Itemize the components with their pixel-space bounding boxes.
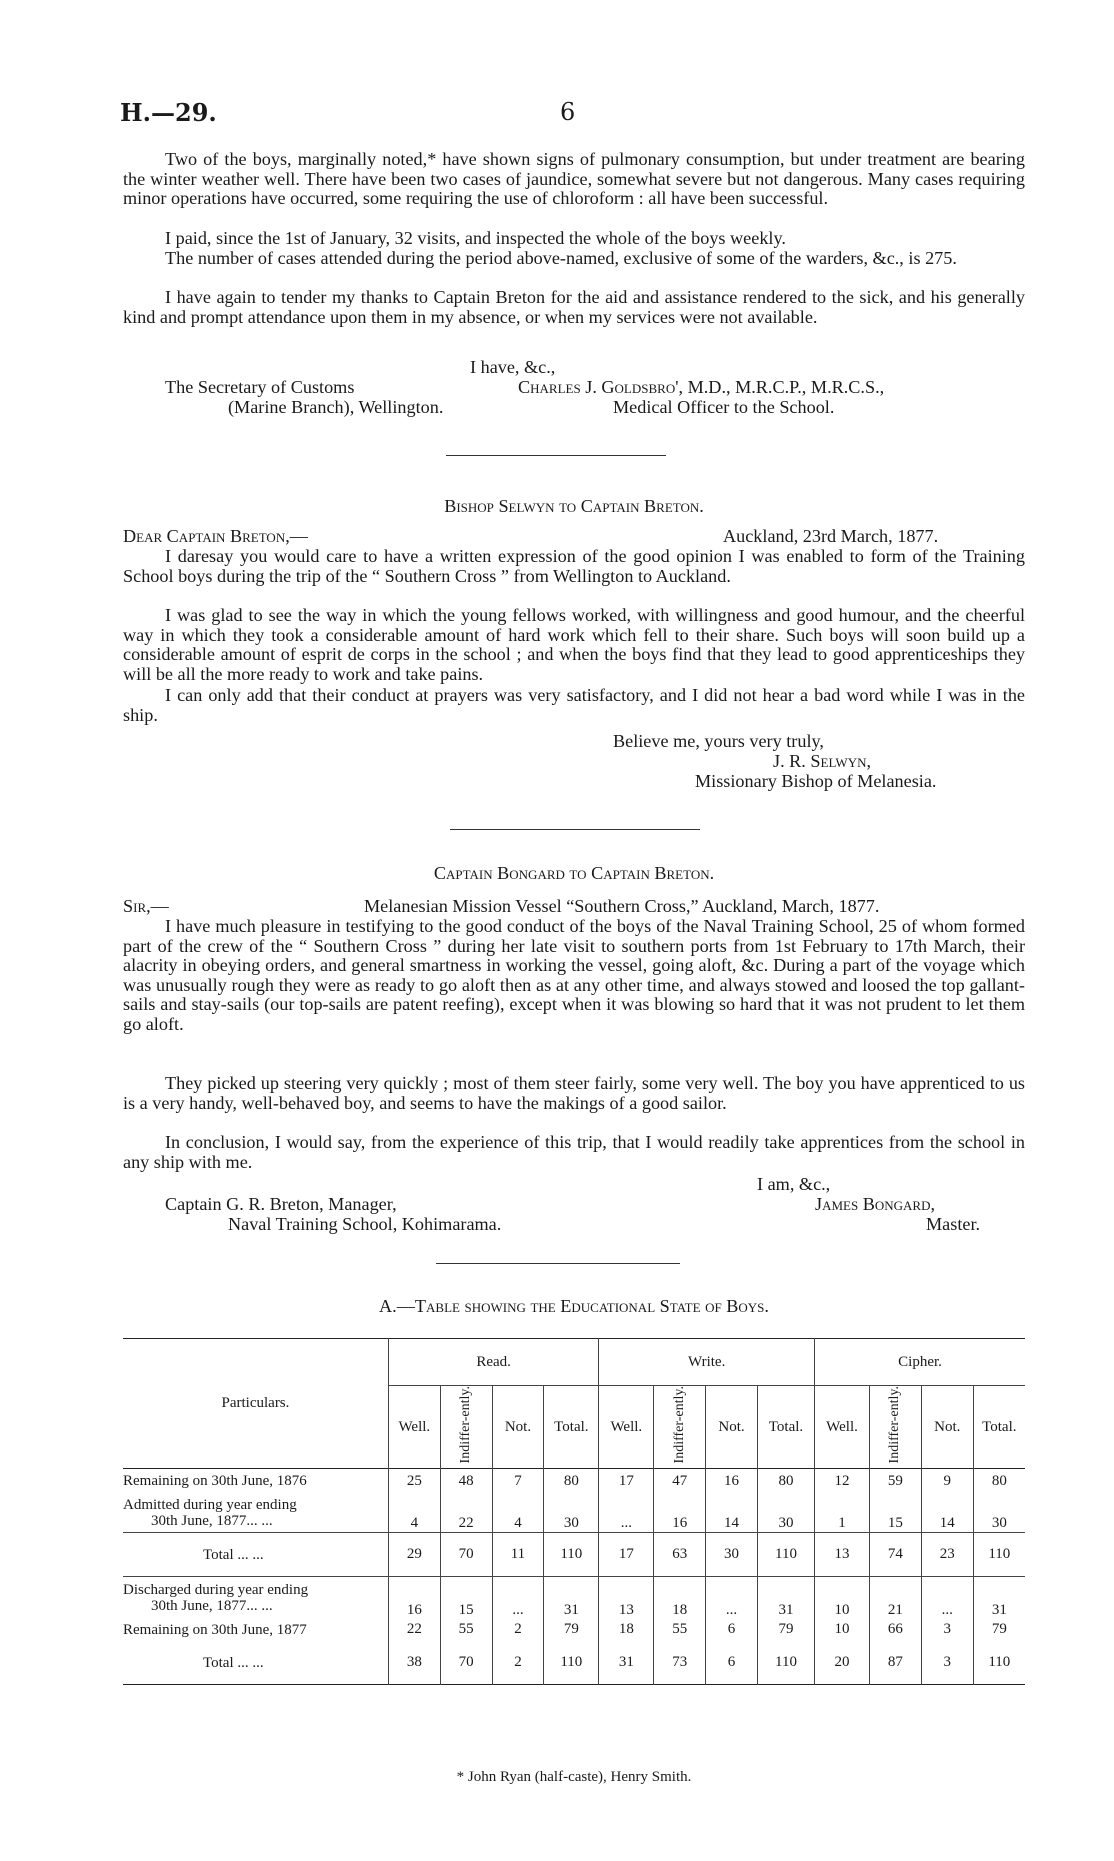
table-cell: 6 <box>706 1619 758 1641</box>
table-cell: 13 <box>815 1533 870 1577</box>
education-table <box>123 1338 1025 1685</box>
subheader-total: Total. <box>982 1418 1017 1435</box>
section-divider <box>436 1263 680 1264</box>
table-cell: 31 <box>991 1601 1007 1618</box>
table-row <box>123 1577 1025 1619</box>
table-cell: 6 <box>706 1641 758 1685</box>
table-cell: 47 <box>654 1469 706 1493</box>
row-label-line: Remaining on 30th June, 1876 <box>123 1473 307 1490</box>
row-label-line: 30th June, 1877... ... <box>151 1512 273 1529</box>
table-row <box>123 1469 1025 1493</box>
subheader-total: Total. <box>757 1386 814 1469</box>
table-cell: 15 <box>440 1577 492 1619</box>
subheader-not: Not. <box>921 1386 973 1469</box>
row-label <box>123 1619 388 1641</box>
table-cell: 79 <box>544 1619 599 1641</box>
row-label <box>123 1641 388 1685</box>
letter3-salutation: Sir,— <box>123 896 169 916</box>
table-cell: 59 <box>870 1469 922 1493</box>
letter2-signer-name: J. R. Selwyn, <box>773 751 872 771</box>
table-cell: 16 <box>706 1469 758 1493</box>
table-cell: 4 <box>388 1493 440 1533</box>
table-cell: 80 <box>757 1469 814 1493</box>
letter3-paragraph-1: I have much pleasure in testifying to the good conduct of the boys of the Naval Training School, 25 of whom formed part of the crew of the “ Southern Cross ” during her late visit to southern ports from 1st February to 17th March, their alacrity in obeying orders, and general smartness in working the vessel, going aloft, &c. During a part of the voyage which was unusually rough they were as ready to go aloft then as at any other time, and always stowed and loosed the top gallant-sails and stay-sails (our top-sails are patent reefing), except when it was blowing so hard that it was not prudent to let them go aloft. <box>123 916 1025 1034</box>
table-cell: 48 <box>440 1469 492 1493</box>
footnote: * John Ryan (half-caste), Henry Smith. <box>456 1769 692 1785</box>
letter1-paragraph-2: I paid, since the 1st of January, 32 visits, and inspected the whole of the boys weekly. <box>165 228 786 248</box>
table-cell: ... <box>492 1577 544 1619</box>
table-cell: 31 <box>599 1641 654 1685</box>
table-cell: 4 <box>492 1493 544 1533</box>
table-cell: 14 <box>706 1493 758 1533</box>
letter1-closing: I have, &c., <box>470 357 556 377</box>
subheader-indifferently: Indiffer-ently. <box>440 1386 492 1469</box>
page-number: 6 <box>560 98 576 126</box>
table-cell: 13 <box>599 1577 654 1619</box>
table-cell: 87 <box>870 1641 922 1685</box>
table-cell: 79 <box>991 1621 1007 1638</box>
table-cell: 31 <box>757 1577 814 1619</box>
group-header-read: Read. <box>388 1339 598 1386</box>
table-cell: 3 <box>921 1619 973 1641</box>
row-label-line: Admitted during year ending <box>123 1496 297 1513</box>
letter1-paragraph-1: Two of the boys, marginally noted,* have shown signs of pulmonary consumption, but under treatment are bearing the winter weather well. There have been two cases of jaundice, somewhat severe but not dangerous. Many cases requiring minor operations have occurred, some requiring the use of chloroform : all have been successful. <box>123 149 1025 209</box>
row-label <box>123 1533 388 1577</box>
subheader-not: Not. <box>706 1386 758 1469</box>
letter1-addressee-line-1: The Secretary of Customs <box>165 377 355 397</box>
letter2-salutation: Dear Captain Breton,— <box>123 526 308 546</box>
letter3-paragraph-2: They picked up steering very quickly ; most of them steer fairly, some very well. The boy you have apprenticed to us is a very handy, well-behaved boy, and seems to have the makings of a good sailor. <box>123 1073 1025 1113</box>
table-cell: 20 <box>815 1641 870 1685</box>
letter1-signer-name: Charles J. Goldsbro', M.D., M.R.C.P., M.R.C.S., <box>518 377 885 397</box>
table-cell: 63 <box>654 1533 706 1577</box>
table-cell: 80 <box>544 1469 599 1493</box>
table-cell: 1 <box>815 1493 870 1533</box>
letter1-paragraph-4: I have again to tender my thanks to Captain Breton for the aid and assistance rendered to the sick, and his generally kind and prompt attendance upon them in my absence, or when my services were not available. <box>123 287 1025 327</box>
table-cell: 30 <box>991 1515 1007 1532</box>
table-cell: 110 <box>757 1641 814 1685</box>
table-cell: ... <box>706 1577 758 1619</box>
row-label-line: 30th June, 1877... ... <box>151 1598 273 1615</box>
particulars-header: Particulars. <box>123 1339 388 1469</box>
table-cell: 110 <box>988 1654 1011 1671</box>
table-cell: 38 <box>388 1641 440 1685</box>
table-cell: 16 <box>654 1493 706 1533</box>
letter1-paragraph-3: The number of cases attended during the period above-named, exclusive of some of the warders, &c., is 275. <box>165 248 957 268</box>
table-cell: 17 <box>599 1469 654 1493</box>
row-label-line: Discharged during year ending <box>123 1582 309 1599</box>
subheader-not: Not. <box>492 1386 544 1469</box>
table-cell: 110 <box>544 1641 599 1685</box>
subheader-well: Well. <box>388 1386 440 1469</box>
table-total-row <box>123 1641 1025 1685</box>
table-cell: 12 <box>815 1469 870 1493</box>
table-cell: 17 <box>599 1533 654 1577</box>
table-title: A.—Table showing the Educational State of Boys. <box>379 1296 769 1316</box>
letter1-signer-title: Medical Officer to the School. <box>613 397 835 417</box>
table-cell: 10 <box>815 1619 870 1641</box>
table-cell: 31 <box>544 1577 599 1619</box>
letter2-place-date: Auckland, 23rd March, 1877. <box>723 526 939 546</box>
table-cell: 70 <box>440 1533 492 1577</box>
table-row <box>123 1619 1025 1641</box>
subheader-well: Well. <box>599 1386 654 1469</box>
group-header-write: Write. <box>599 1339 815 1386</box>
table-total-row <box>123 1533 1025 1577</box>
table-cell: 23 <box>921 1533 973 1577</box>
table-cell: 9 <box>921 1469 973 1493</box>
table-cell: 80 <box>991 1472 1007 1489</box>
letter2-heading: Bishop Selwyn to Captain Breton. <box>444 496 704 516</box>
subheader-indifferently: Indiffer-ently. <box>654 1386 706 1469</box>
group-header-cipher: Cipher. <box>815 1339 1025 1386</box>
letter1-addressee-line-2: (Marine Branch), Wellington. <box>228 397 444 417</box>
section-divider <box>446 455 666 456</box>
table-cell: 7 <box>492 1469 544 1493</box>
table-cell: 79 <box>757 1619 814 1641</box>
letter3-signer-name: James Bongard, <box>815 1194 936 1214</box>
subheader-well: Well. <box>815 1386 870 1469</box>
table-cell: 16 <box>388 1577 440 1619</box>
letter3-paragraph-3: In conclusion, I would say, from the experience of this trip, that I would readily take apprentices from the school in any ship with me. <box>123 1132 1025 1172</box>
table-cell: 22 <box>388 1619 440 1641</box>
table-cell: 110 <box>757 1533 814 1577</box>
letter3-addressee-line-2: Naval Training School, Kohimarama. <box>228 1214 502 1234</box>
table-cell: 3 <box>921 1641 973 1685</box>
row-label-line: Total ... ... <box>203 1654 264 1671</box>
letter2-paragraph-3: I can only add that their conduct at prayers was very satisfactory, and I did not hear a bad word while I was in the ship. <box>123 685 1025 725</box>
table-cell: 2 <box>492 1641 544 1685</box>
table-cell: 30 <box>757 1493 814 1533</box>
table-cell: 30 <box>706 1533 758 1577</box>
table-cell: 30 <box>544 1493 599 1533</box>
table-cell: 73 <box>654 1641 706 1685</box>
table-cell: 18 <box>654 1577 706 1619</box>
letter3-signer-title: Master. <box>926 1214 981 1234</box>
table-cell: 21 <box>870 1577 922 1619</box>
row-label <box>123 1493 388 1533</box>
table-cell: ... <box>599 1493 654 1533</box>
table-cell: 14 <box>921 1493 973 1533</box>
table-cell: 10 <box>815 1577 870 1619</box>
table-cell: 66 <box>870 1619 922 1641</box>
letter3-heading: Captain Bongard to Captain Breton. <box>433 863 715 883</box>
section-divider <box>450 829 700 830</box>
table-cell: ... <box>921 1577 973 1619</box>
table-cell: 74 <box>870 1533 922 1577</box>
letter3-addressee-line-1: Captain G. R. Breton, Manager, <box>165 1194 397 1214</box>
letter2-closing: Believe me, yours very truly, <box>613 731 824 751</box>
subheader-total: Total. <box>544 1386 599 1469</box>
table-cell: 110 <box>988 1546 1011 1563</box>
letter2-paragraph-1: I daresay you would care to have a written expression of the good opinion I was enabled to form of the Training School boys during the trip of the “ Southern Cross ” from Wellington to Auckland. <box>123 546 1025 586</box>
table-cell: 110 <box>544 1533 599 1577</box>
table-cell: 15 <box>870 1493 922 1533</box>
table-cell: 55 <box>440 1619 492 1641</box>
table-cell: 2 <box>492 1619 544 1641</box>
table-cell: 70 <box>440 1641 492 1685</box>
row-label <box>123 1577 388 1619</box>
table-cell: 25 <box>388 1469 440 1493</box>
row-label <box>123 1469 388 1493</box>
table-cell: 55 <box>654 1619 706 1641</box>
subheader-indifferently: Indiffer-ently. <box>870 1386 922 1469</box>
letter3-place-date: Melanesian Mission Vessel “Southern Cross,” Auckland, March, 1877. <box>364 896 880 916</box>
letter2-signer-title: Missionary Bishop of Melanesia. <box>695 771 937 791</box>
table-cell: 22 <box>440 1493 492 1533</box>
table-cell: 18 <box>599 1619 654 1641</box>
row-label-line: Total ... ... <box>203 1546 264 1563</box>
letter2-paragraph-2: I was glad to see the way in which the young fellows worked, with willingness and good humour, and the cheerful way in which they took a considerable amount of hard work which fell to their share. Such boys will soon build up a considerable amount of esprit de corps in the school ; and when the boys find that they lead to good apprenticeships they will be all the more ready to work and take pains. <box>123 605 1025 684</box>
table-cell: 29 <box>388 1533 440 1577</box>
document-reference: H.—29. <box>120 98 217 127</box>
row-label-line: Remaining on 30th June, 1877 <box>123 1621 307 1638</box>
table-cell: 11 <box>492 1533 544 1577</box>
table-row <box>123 1493 1025 1533</box>
letter3-closing: I am, &c., <box>757 1174 831 1194</box>
